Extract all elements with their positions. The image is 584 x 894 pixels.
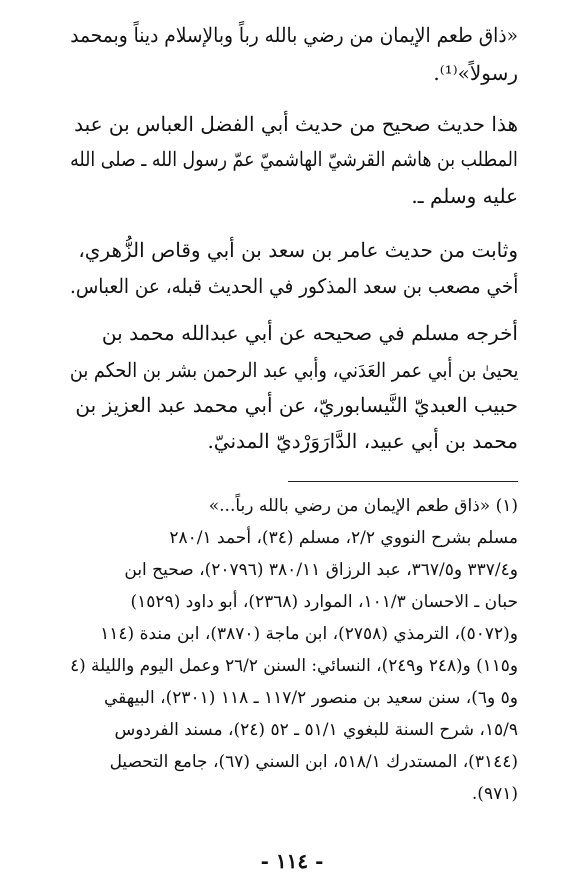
body-line: حبيب العبديّ النَّيسابوريّ، عن أبي محمد عبد العزيز بن — [75, 393, 518, 417]
body-line: أخي مصعب بن سعد المذكور في الحديث قبله، عن العباس. — [69, 274, 518, 298]
body-line: «ذاق طعم الإيمان من رضي بالله رباً وبالإسلام ديناً وبمحمد — [70, 23, 518, 47]
footnote-line: (١) «ذاق طعم الإيمان من رضي بالله رباً...» — [208, 496, 518, 516]
footnote-line: حبان ـ الاحسان ١٠١/٣، الموارد (٢٣٦٨)، أبو داود (١٥٢٩) — [130, 592, 518, 612]
body-line: وثابت من حديث عامر بن سعد بن أبي وقاص الزُّهري، — [78, 238, 518, 262]
footnote-line: (٣١٤٤)، المستدرك ٥١٨/١، ابن السني (٦٧)، جامع التحصيل — [109, 752, 518, 772]
body-line: يحيىٰ بن أبي عمر العَدَني، وأبي عبد الرحمن بشر بن الحكم بن — [69, 358, 518, 382]
footnote-line: (٩٧١). — [471, 784, 518, 804]
footnote-separator — [288, 481, 518, 482]
footnote-line: و٣٣٧/٤ و٣٦٧/٥، عبد الرزاق ٣٨٠/١١ (٢٠٧٩٦)، صحيح ابن — [124, 560, 518, 580]
body-line: المطلب بن هاشم القرشيّ الهاشميّ عمّ رسول الله ـ صلى الله — [70, 147, 518, 171]
page-number: - ١١٤ - — [260, 849, 324, 873]
body-line: رسولاً»⁽¹⁾. — [433, 61, 518, 85]
body-line: أخرجه مسلم في صحيحه عن أبي عبدالله محمد بن — [101, 321, 518, 345]
body-line: محمد بن أبي عبيد، الدَّارَوَرْديّ المدنيّ. — [207, 429, 518, 453]
body-line: عليه وسلم ـ. — [411, 184, 518, 208]
footnote-line: و(٥٠٧٢)، الترمذي (٢٧٥٨)، ابن ماجة (٣٨٧٠)، ابن مندة (١١٤ — [100, 624, 518, 644]
footnote-line: مسلم بشرح النووي ٢/٢، مسلم (٣٤)، أحمد ٢٨٠/١ — [169, 528, 518, 548]
footnote-line: ١٥/٩، شرح السنة للبغوي ٥١/١ ـ ٥٢ (٢٤)، مسند الفردوس — [114, 720, 518, 740]
footnote-line: و١١٥) و(٢٤٨ و٢٤٩)، النسائي: السنن ٢٦/٢ وعمل اليوم والليلة (٤ — [70, 656, 518, 676]
body-line: هذا حديث صحيح من حديث أبي الفضل العباس بن عبد — [74, 112, 518, 136]
footnote-line: و٥ و٦)، سنن سعيد بن منصور ١١٧/٢ ـ ١١٨ (٢٣٠١)، البيهقي — [103, 688, 518, 708]
